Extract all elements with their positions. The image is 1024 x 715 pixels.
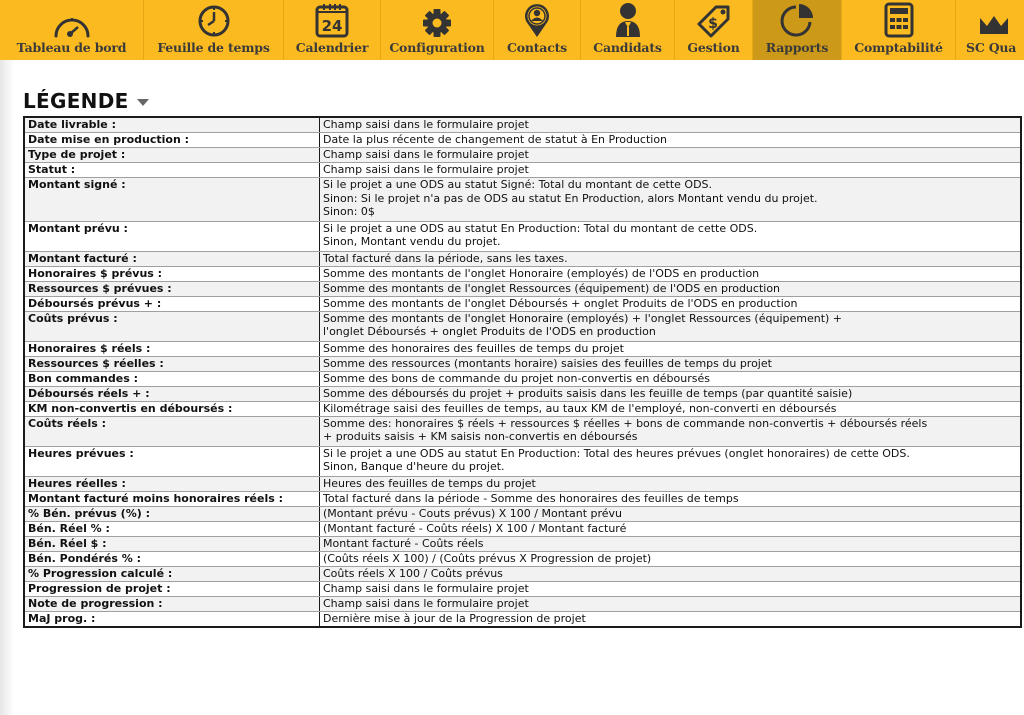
legend-definition: Champ saisi dans le formulaire projet <box>320 117 1022 133</box>
nav-item-candidats[interactable] <box>581 0 675 60</box>
clock-icon <box>197 0 231 38</box>
nav-label: Tableau de bord <box>16 40 127 55</box>
legend-definition: Somme des: honoraires $ réels + ressources $ réelles + bons de commande non-convertis + déboursés réels + produits saisis + KM saisis non-convertis en déboursés <box>320 416 1022 446</box>
legend-term: Note de progression : <box>24 596 320 611</box>
legend-definition: Champ saisi dans le formulaire projet <box>320 596 1022 611</box>
legend-definition: Somme des montants de l'onglet Honoraire (employés) de l'ODS en production <box>320 266 1022 281</box>
legend-definition: Somme des montants de l'onglet Ressources (équipement) de l'ODS en production <box>320 281 1022 296</box>
legend-term: Bén. Réel $ : <box>24 536 320 551</box>
legend-row <box>24 386 1021 401</box>
legend-table <box>23 116 1022 628</box>
legend-definition: Champ saisi dans le formulaire projet <box>320 163 1022 178</box>
nav-item-comptabilite[interactable] <box>842 0 956 60</box>
main-nav <box>0 0 1024 60</box>
nav-label: Feuille de temps <box>157 40 270 55</box>
nav-item-rapports[interactable] <box>753 0 842 60</box>
legend-term: Date mise en production : <box>24 133 320 148</box>
legend-definition: Date la plus récente de changement de statut à En Production <box>320 133 1022 148</box>
legend-term: Coûts prévus : <box>24 311 320 341</box>
legend-definition: Dernière mise à jour de la Progression de projet <box>320 611 1022 627</box>
calculator-icon <box>884 0 914 38</box>
legend-row <box>24 178 1021 222</box>
left-shadow <box>0 60 14 715</box>
legend-header[interactable] <box>23 89 149 113</box>
legend-definition: Montant facturé - Coûts réels <box>320 536 1022 551</box>
nav-item-gestion[interactable] <box>675 0 753 60</box>
calendar-day-text: 24 <box>321 17 343 35</box>
legend-row <box>24 117 1021 133</box>
legend-row <box>24 476 1021 491</box>
legend-row <box>24 536 1021 551</box>
legend-definition: Total facturé dans la période, sans les taxes. <box>320 251 1022 266</box>
legend-row <box>24 491 1021 506</box>
legend-term: Honoraires $ réels : <box>24 341 320 356</box>
legend-term: Déboursés prévus + : <box>24 296 320 311</box>
legend-term: Montant facturé moins honoraires réels : <box>24 491 320 506</box>
chevron-down-icon[interactable] <box>137 99 149 106</box>
nav-item-tableau-de-bord[interactable] <box>0 0 144 60</box>
legend-definition: (Coûts réels X 100) / (Coûts prévus X Progression de projet) <box>320 551 1022 566</box>
legend-row <box>24 596 1021 611</box>
legend-term: Bén. Pondérés % : <box>24 551 320 566</box>
legend-term: Déboursés réels + : <box>24 386 320 401</box>
legend-term: Date livrable : <box>24 117 320 133</box>
legend-term: Heures prévues : <box>24 446 320 476</box>
legend-definition: Heures des feuilles de temps du projet <box>320 476 1022 491</box>
legend-definition: Si le projet a une ODS au statut En Production: Total des heures prévues (onglet honoraires) de cette ODS. Sinon, Banque d'heure du projet. <box>320 446 1022 476</box>
legend-row <box>24 416 1021 446</box>
legend-row <box>24 148 1021 163</box>
legend-row <box>24 356 1021 371</box>
legend-definition: Somme des montants de l'onglet Honoraire (employés) + l'onglet Ressources (équipement) + l'onglet Déboursés + onglet Produits de l'ODS en production <box>320 311 1022 341</box>
legend-term: KM non-convertis en déboursés : <box>24 401 320 416</box>
legend-term: Montant signé : <box>24 178 320 222</box>
legend-row <box>24 506 1021 521</box>
legend-term: % Bén. prévus (%) : <box>24 506 320 521</box>
nav-label: Configuration <box>389 40 485 55</box>
legend-term: Ressources $ prévues : <box>24 281 320 296</box>
legend-definition: Champ saisi dans le formulaire projet <box>320 581 1022 596</box>
dashboard-gauge-icon <box>51 0 93 38</box>
legend-definition: (Montant prévu - Couts prévus) X 100 / Montant prévu <box>320 506 1022 521</box>
legend-row <box>24 446 1021 476</box>
legend-row <box>24 551 1021 566</box>
nav-item-sc-qua[interactable] <box>956 0 1024 60</box>
nav-label: Comptabilité <box>854 40 943 55</box>
legend-definition: (Montant facturé - Coûts réels) X 100 / Montant facturé <box>320 521 1022 536</box>
legend-term: % Progression calculé : <box>24 566 320 581</box>
legend-definition: Somme des montants de l'onglet Déboursés + onglet Produits de l'ODS en production <box>320 296 1022 311</box>
legend-title: LÉGENDE <box>23 89 129 113</box>
price-tag-icon <box>696 0 732 38</box>
legend-row <box>24 281 1021 296</box>
legend-term: Bon commandes : <box>24 371 320 386</box>
legend-term: Heures réelles : <box>24 476 320 491</box>
nav-label: Gestion <box>687 40 740 55</box>
legend-term: Montant prévu : <box>24 221 320 251</box>
legend-term: Bén. Réel % : <box>24 521 320 536</box>
legend-definition: Somme des déboursés du projet + produits saisis dans les feuille de temps (par quantité saisie) <box>320 386 1022 401</box>
nav-label: Rapports <box>765 40 829 55</box>
nav-label: Calendrier <box>295 40 369 55</box>
legend-term: MaJ prog. : <box>24 611 320 627</box>
legend-definition: Si le projet a une ODS au statut Signé: Total du montant de cette ODS. Sinon: Si le projet n'a pas de ODS au statut En Production, alors Montant vendu du projet. Sinon: 0$ <box>320 178 1022 222</box>
legend-definition: Kilométrage saisi des feuilles de temps, au taux KM de l'employé, non-converti en déboursés <box>320 401 1022 416</box>
legend-row <box>24 581 1021 596</box>
legend-term: Type de projet : <box>24 148 320 163</box>
nav-item-configuration[interactable] <box>381 0 494 60</box>
price-tag-symbol: $ <box>707 16 718 32</box>
legend-definition: Si le projet a une ODS au statut En Production: Total du montant de cette ODS. Sinon, Montant vendu du projet. <box>320 221 1022 251</box>
nav-item-feuille-de-temps[interactable] <box>144 0 284 60</box>
calendar-icon <box>315 0 349 38</box>
crown-icon <box>966 0 1022 38</box>
legend-row <box>24 566 1021 581</box>
legend-row <box>24 401 1021 416</box>
legend-row <box>24 221 1021 251</box>
legend-definition: Somme des honoraires des feuilles de temps du projet <box>320 341 1022 356</box>
legend-term: Montant facturé : <box>24 251 320 266</box>
legend-term: Honoraires $ prévus : <box>24 266 320 281</box>
legend-row <box>24 163 1021 178</box>
legend-term: Statut : <box>24 163 320 178</box>
legend-row <box>24 341 1021 356</box>
legend-definition: Coûts réels X 100 / Coûts prévus <box>320 566 1022 581</box>
legend-term: Coûts réels : <box>24 416 320 446</box>
pie-chart-icon <box>779 0 815 38</box>
gear-icon <box>422 0 452 38</box>
legend-row <box>24 371 1021 386</box>
contact-pin-icon <box>522 0 552 38</box>
nav-item-calendrier[interactable] <box>284 0 381 60</box>
legend-row <box>24 311 1021 341</box>
legend-definition: Somme des bons de commande du projet non-convertis en déboursés <box>320 371 1022 386</box>
legend-term: Ressources $ réelles : <box>24 356 320 371</box>
nav-label: SC Qua <box>966 40 1017 55</box>
legend-definition: Champ saisi dans le formulaire projet <box>320 148 1022 163</box>
nav-item-contacts[interactable] <box>494 0 581 60</box>
legend-row <box>24 521 1021 536</box>
legend-row <box>24 251 1021 266</box>
legend-row <box>24 611 1021 627</box>
legend-row <box>24 266 1021 281</box>
legend-term: Progression de projet : <box>24 581 320 596</box>
legend-definition: Total facturé dans la période - Somme des honoraires des feuilles de temps <box>320 491 1022 506</box>
candidate-person-icon <box>614 0 642 38</box>
nav-label: Contacts <box>506 40 568 55</box>
legend-definition: Somme des ressources (montants horaire) saisies des feuilles de temps du projet <box>320 356 1022 371</box>
legend-row <box>24 296 1021 311</box>
legend-row <box>24 133 1021 148</box>
nav-label: Candidats <box>593 40 662 55</box>
